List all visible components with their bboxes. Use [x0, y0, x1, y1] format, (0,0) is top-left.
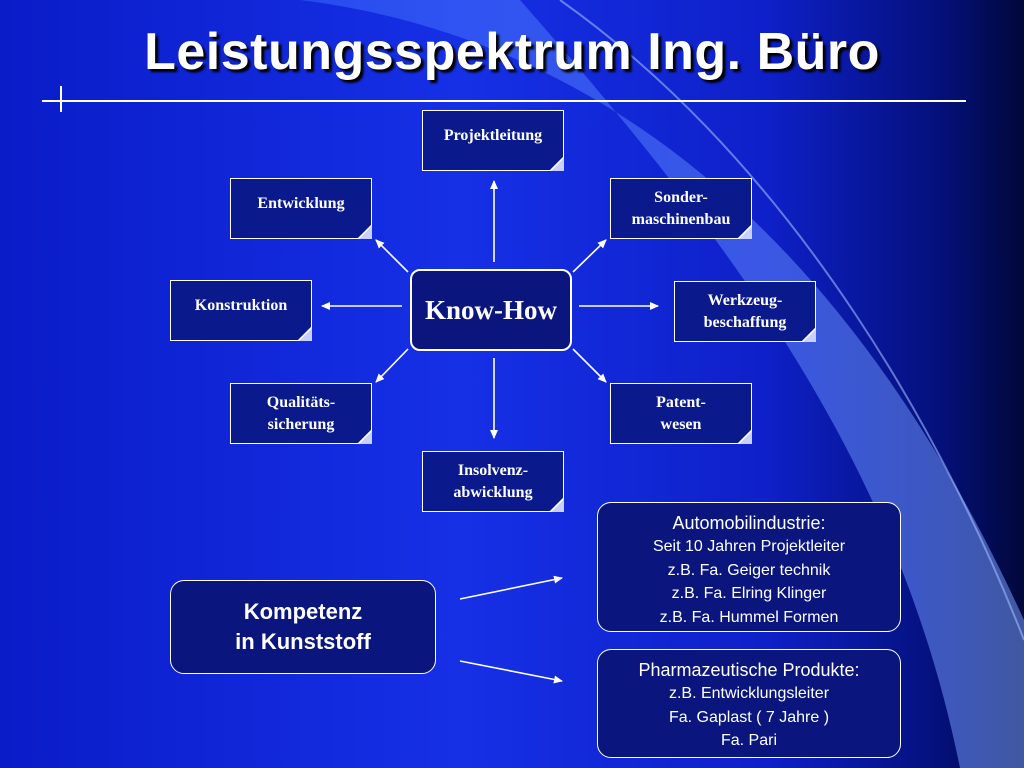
node-label: Qualitäts-: [266, 393, 336, 411]
node-label: abwicklung: [453, 483, 533, 501]
kompetenz-box: [170, 580, 436, 674]
arrow-to-qualitaetssicherung: [376, 349, 408, 382]
page-title: Leistungsspektrum Ing. Büro: [144, 23, 880, 81]
node-label: Werkzeug-: [707, 291, 783, 309]
pharma-line: Fa. Pari: [720, 732, 777, 749]
node-label: Insolvenz-: [457, 461, 529, 479]
node-label: Sonder-: [654, 188, 708, 206]
node-label: Patent-: [656, 393, 706, 411]
node-sondermaschinenbau: [610, 178, 752, 239]
pharma-box: [597, 649, 901, 758]
node-insolvenzabwicklung: [422, 451, 564, 512]
arrow-to-sondermaschinenbau: [573, 240, 606, 272]
node-label: wesen: [660, 415, 702, 433]
node-label: beschaffung: [703, 313, 787, 331]
automobil-line: z.B. Fa. Elring Klinger: [671, 585, 827, 602]
automobil-line: z.B. Fa. Hummel Formen: [659, 608, 839, 626]
arrow-to-automobil: [460, 578, 562, 599]
pharma-heading: Pharmazeutische Produkte:: [638, 660, 860, 680]
pharma-line: z.B. Entwicklungsleiter: [668, 685, 830, 702]
node-patentwesen: [610, 383, 752, 444]
node-label: sicherung: [267, 415, 335, 433]
node-projektleitung: [422, 110, 564, 171]
node-qualitaetssicherung: [230, 383, 372, 444]
automobil-line: Seit 10 Jahren Projektleiter: [652, 538, 846, 555]
kompetenz-line: in Kunststoff: [235, 629, 371, 654]
pharma-line: Fa. Gaplast ( 7 Jahre ): [668, 708, 830, 726]
kompetenz-line: Kompetenz: [243, 599, 363, 624]
node-konstruktion: [170, 280, 312, 341]
node-label: Projektleitung: [443, 127, 543, 144]
automobil-heading: Automobilindustrie:: [672, 513, 826, 533]
know-how-hub: Know-How: [410, 269, 572, 351]
node-label: maschinenbau: [631, 210, 731, 228]
arrow-to-patentwesen: [573, 349, 606, 382]
arrow-to-pharma: [460, 661, 562, 681]
automobil-line: z.B. Fa. Geiger technik: [667, 561, 831, 579]
node-label: Konstruktion: [194, 297, 288, 314]
automobil-box: [597, 502, 901, 632]
arrow-to-entwicklung: [376, 240, 408, 272]
node-werkzeugbeschaffung: [674, 281, 816, 342]
node-entwicklung: [230, 178, 372, 239]
node-label: Entwicklung: [257, 195, 345, 212]
